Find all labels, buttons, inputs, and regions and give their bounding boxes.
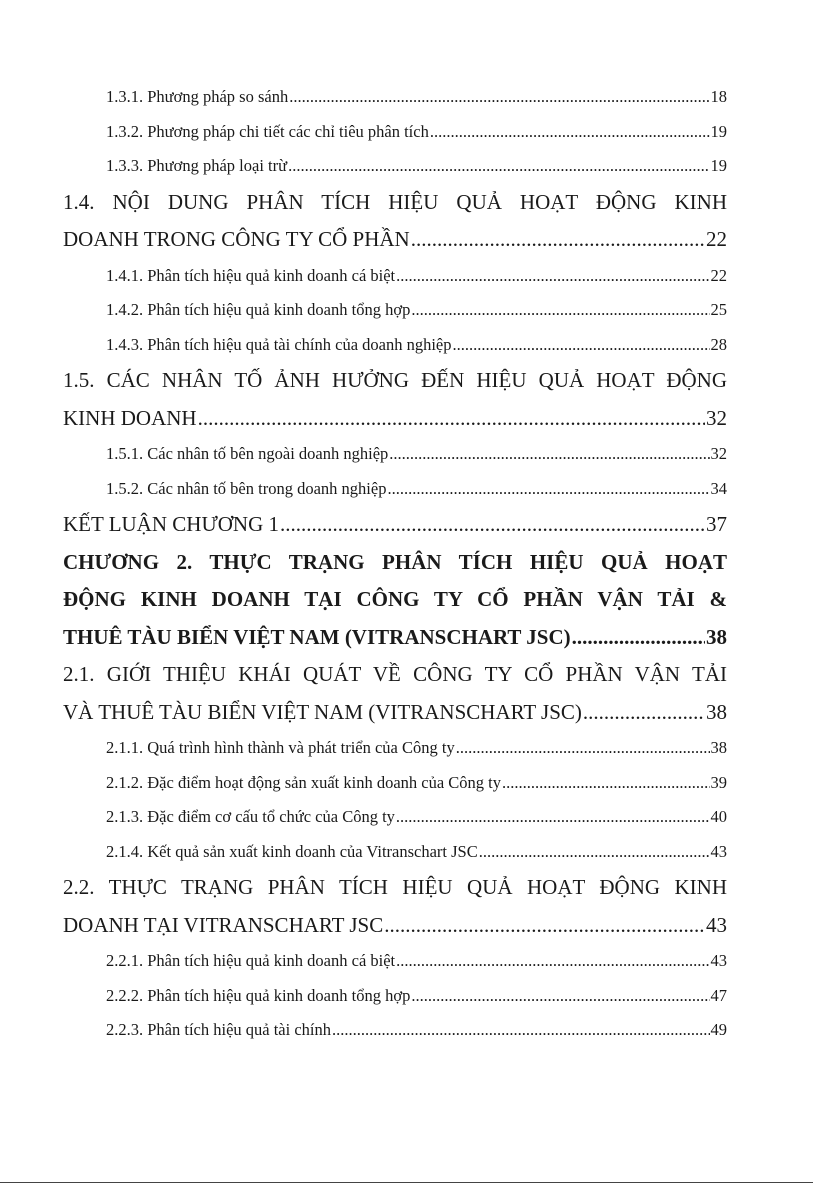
toc-entry[interactable] <box>63 437 727 472</box>
toc-entry[interactable] <box>63 656 727 731</box>
toc-entry[interactable] <box>63 115 727 150</box>
toc-entry-title: 1.5.2. Các nhân tố bên trong doanh nghiệp <box>106 478 387 498</box>
toc-subsection-row[interactable] <box>63 1013 727 1048</box>
toc-entry-title: KẾT LUẬN CHƯƠNG 1 <box>63 512 279 536</box>
toc-page-number: 19 <box>710 156 727 175</box>
toc-entry-title: 1.3.2. Phương pháp chi tiết các chỉ tiêu phân tích <box>106 121 429 141</box>
toc-subsection-row[interactable] <box>63 115 727 150</box>
toc-entry-title: DOANH TẠI VITRANSCHART JSC <box>63 912 384 937</box>
toc-page-number: 38 <box>710 738 727 757</box>
toc-page-number: 40 <box>710 807 727 826</box>
toc-heading-row[interactable] <box>63 400 727 438</box>
toc-entry-title: 1.5.1. Các nhân tố bên ngoài doanh nghiệp <box>106 444 389 463</box>
toc-page-number: 49 <box>710 1020 727 1039</box>
toc-heading-line: ĐỘNG KINH DOANH TẠI CÔNG TY CỔ PHẦN VẬN TẢI & <box>63 587 727 611</box>
toc-entry-title: 2.1.3. Đặc điểm cơ cấu tổ chức của Công ty <box>106 807 395 826</box>
toc-heading-line: 1.4. NỘI DUNG PHÂN TÍCH HIỆU QUẢ HOẠT ĐỘNG KINH <box>63 189 727 214</box>
toc-entry[interactable] <box>63 766 727 801</box>
toc-entry[interactable] <box>63 944 727 979</box>
toc-page-number: 38 <box>706 624 727 649</box>
toc-entry-title: DOANH TRONG CÔNG TY CỔ PHẦN <box>63 227 410 251</box>
toc-entry[interactable] <box>63 293 727 328</box>
toc-page-number: 28 <box>710 334 727 354</box>
toc-dot-leader <box>456 731 710 766</box>
toc-entry[interactable] <box>63 800 727 835</box>
toc-subsection-row[interactable] <box>63 979 727 1014</box>
toc-entry-title: 2.1.2. Đặc điểm hoạt động sản xuất kinh doanh của Công ty <box>106 772 502 792</box>
toc-subsection-row[interactable] <box>63 80 727 115</box>
toc-entry[interactable] <box>63 979 727 1014</box>
toc-dot-leader <box>479 835 710 870</box>
toc-entry-title: KINH DOANH <box>63 405 197 430</box>
toc-entry[interactable] <box>63 80 727 115</box>
toc-dot-leader <box>396 944 709 979</box>
toc-heading-row[interactable] <box>63 506 727 544</box>
toc-entry-title: 2.1.1. Quá trình hình thành và phát triển của Công ty <box>106 738 455 757</box>
toc-page-number: 19 <box>710 121 727 141</box>
toc-dot-leader <box>396 259 709 294</box>
toc-subsection-row[interactable] <box>63 835 727 870</box>
toc-dot-leader <box>198 400 705 438</box>
toc-heading-row[interactable] <box>63 694 727 732</box>
toc-dot-leader <box>411 293 709 328</box>
toc-dot-leader <box>411 221 705 259</box>
toc-entry[interactable] <box>63 1013 727 1048</box>
toc-entry[interactable] <box>63 472 727 507</box>
toc-dot-leader <box>389 437 709 472</box>
toc-heading-line: 1.5. CÁC NHÂN TỐ ẢNH HƯỞNG ĐẾN HIỆU QUẢ HOẠT ĐỘNG <box>63 368 727 392</box>
toc-subsection-row[interactable] <box>63 437 727 472</box>
toc-entry[interactable] <box>63 328 727 363</box>
toc-entry[interactable] <box>63 184 727 259</box>
toc-entry-title: 1.3.3. Phương pháp loại trừ <box>106 156 288 175</box>
toc-entry[interactable] <box>63 731 727 766</box>
toc-entry[interactable] <box>63 506 727 544</box>
toc-page-number: 43 <box>706 912 727 937</box>
toc-dot-leader <box>411 979 709 1014</box>
toc-dot-leader <box>387 472 709 507</box>
toc-entry-title: 1.4.1. Phân tích hiệu quả kinh doanh cá biệt <box>106 265 396 285</box>
toc-entry[interactable] <box>63 835 727 870</box>
toc-entry-title: 1.4.3. Phân tích hiệu quả tài chính của doanh nghiệp <box>106 334 452 354</box>
table-of-contents <box>63 80 727 1048</box>
toc-entry[interactable] <box>63 869 727 944</box>
toc-page-number: 18 <box>710 87 727 106</box>
toc-subsection-row[interactable] <box>63 766 727 801</box>
toc-entry[interactable] <box>63 544 727 657</box>
toc-entry-title: 2.2.2. Phân tích hiệu quả kinh doanh tổng hợp <box>106 985 411 1005</box>
toc-heading-row[interactable] <box>63 619 727 657</box>
toc-dot-leader <box>583 694 705 732</box>
toc-page-number: 38 <box>706 699 727 724</box>
toc-page-number: 22 <box>706 227 727 251</box>
toc-heading-line: 2.2. THỰC TRẠNG PHÂN TÍCH HIỆU QUẢ HOẠT ĐỘNG KINH <box>63 875 727 899</box>
toc-entry-title: 2.1.4. Kết quả sản xuất kinh doanh của Vitranschart JSC <box>106 841 478 861</box>
toc-subsection-row[interactable] <box>63 472 727 507</box>
toc-dot-leader <box>453 328 710 363</box>
toc-page-number: 34 <box>710 478 727 498</box>
toc-subsection-row[interactable] <box>63 731 727 766</box>
toc-entry-title: VÀ THUÊ TÀU BIỂN VIỆT NAM (VITRANSCHART JSC) <box>63 699 582 724</box>
toc-dot-leader <box>572 619 705 657</box>
toc-page-number: 39 <box>710 772 727 792</box>
toc-heading-line: CHƯƠNG 2. THỰC TRẠNG PHÂN TÍCH HIỆU QUẢ HOẠT <box>63 549 727 574</box>
toc-subsection-row[interactable] <box>63 149 727 184</box>
toc-entry[interactable] <box>63 362 727 437</box>
toc-page-number: 22 <box>710 265 727 285</box>
toc-subsection-row[interactable] <box>63 800 727 835</box>
toc-entry-title: 2.2.3. Phân tích hiệu quả tài chính <box>106 1020 331 1039</box>
toc-subsection-row[interactable] <box>63 259 727 294</box>
toc-dot-leader <box>502 766 709 801</box>
toc-page-number: 32 <box>706 405 727 430</box>
toc-dot-leader <box>288 149 709 184</box>
toc-entry-title: 1.3.1. Phương pháp so sánh <box>106 87 289 106</box>
toc-page-number: 37 <box>706 512 727 536</box>
toc-dot-leader <box>430 115 710 150</box>
toc-dot-leader <box>396 800 710 835</box>
toc-heading-row[interactable] <box>63 221 727 259</box>
toc-heading-row[interactable] <box>63 907 727 945</box>
toc-dot-leader <box>280 506 705 544</box>
toc-entry[interactable] <box>63 259 727 294</box>
toc-heading-line: 2.1. GIỚI THIỆU KHÁI QUÁT VỀ CÔNG TY CỔ PHẦN VẬN TẢI <box>63 662 727 686</box>
toc-page-number: 25 <box>710 300 727 319</box>
toc-page-number: 32 <box>710 444 727 463</box>
toc-page-number: 43 <box>710 841 727 861</box>
toc-entry-title: 1.4.2. Phân tích hiệu quả kinh doanh tổng hợp <box>106 300 411 319</box>
toc-page-number: 47 <box>710 985 727 1005</box>
page-bottom-rule <box>0 1182 813 1183</box>
toc-subsection-row[interactable] <box>63 293 727 328</box>
toc-subsection-row[interactable] <box>63 944 727 979</box>
toc-dot-leader <box>384 907 705 945</box>
toc-page-number: 43 <box>710 951 727 970</box>
toc-dot-leader <box>332 1013 710 1048</box>
toc-dot-leader <box>289 80 709 115</box>
toc-entry-title: 2.2.1. Phân tích hiệu quả kinh doanh cá biệt <box>106 951 396 970</box>
toc-entry[interactable] <box>63 149 727 184</box>
toc-entry-title: THUÊ TÀU BIỂN VIỆT NAM (VITRANSCHART JSC) <box>63 624 571 649</box>
toc-subsection-row[interactable] <box>63 328 727 363</box>
